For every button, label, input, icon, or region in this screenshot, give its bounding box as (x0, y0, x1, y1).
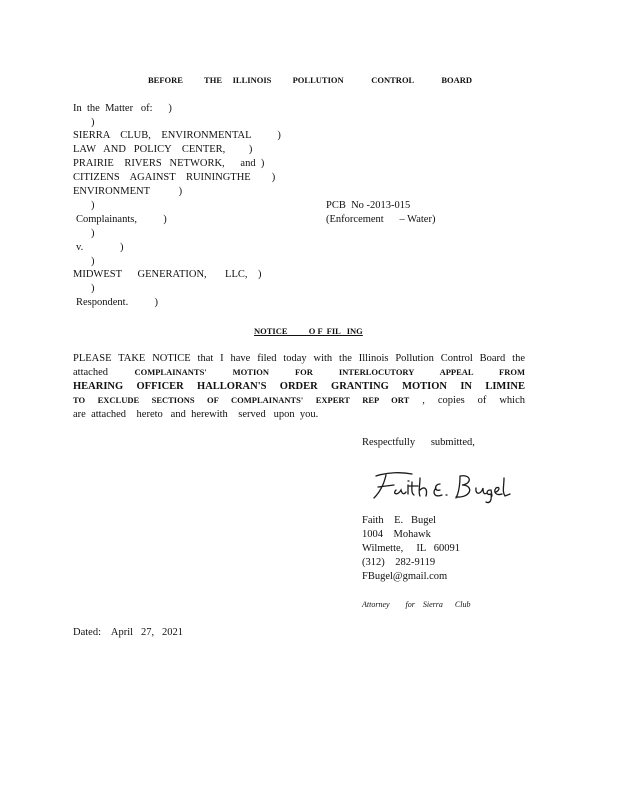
complainant-name-line: CITIZENS AGAINST RUININGTHE ) (73, 172, 276, 183)
caption-paren: ) (91, 117, 95, 128)
caption-paren: ) (91, 228, 95, 239)
handwritten-signature (368, 468, 528, 504)
complainant-name-line: LAW AND POLICY CENTER, ) (73, 144, 253, 155)
notice-body-line: HEARING OFFICER HALLORAN'S ORDER GRANTING MOTION IN LIMINE (73, 381, 525, 392)
attorney-street: 1004 Mohawk (362, 529, 431, 540)
complainant-name-line: ENVIRONMENT ) (73, 186, 183, 197)
caption-versus: v. ) (76, 242, 124, 253)
motion-title-text: TO EXCLUDE SECTIONS OF COMPLAINANTS' EXPERT REP ORT (73, 395, 410, 405)
notice-body-line (73, 394, 525, 407)
motion-title-text: COMPLAINANTS' MOTION FOR INTERLOCUTORY APPEAL FROM (134, 367, 526, 377)
caption-paren: ) (91, 283, 95, 294)
notice-title: NOTICE O F FIL ING (254, 326, 363, 336)
caption-in-the-matter: In the Matter of: ) (73, 103, 172, 114)
dated-line: Dated: April 27, 2021 (73, 627, 183, 638)
caption-paren: ) (91, 256, 95, 267)
respondent-name-line: MIDWEST GENERATION, LLC, ) (73, 269, 262, 280)
attorney-role: Attorney for Sierra Club (362, 600, 471, 609)
caption-paren: ) (91, 200, 95, 211)
caption-complainants-label: Complainants, ) (76, 214, 167, 225)
notice-body-line (73, 366, 525, 379)
notice-body-line: are attached hereto and herewith served upon you. (73, 409, 319, 420)
case-type: (Enforcement – Water) (326, 214, 436, 225)
closing-text: Respectfully submitted, (362, 437, 475, 448)
notice-body-text: attached (73, 367, 108, 378)
complainant-name-line: SIERRA CLUB, ENVIRONMENTAL ) (73, 130, 281, 141)
attorney-name: Faith E. Bugel (362, 515, 437, 526)
notice-body-text: , copies of which (422, 395, 526, 406)
case-number: PCB No -2013-015 (326, 200, 411, 211)
attorney-email: FBugel@gmail.com (362, 571, 448, 582)
attorney-phone: (312) 282-9119 (362, 557, 436, 568)
attorney-city: Wilmette, IL 60091 (362, 543, 461, 554)
notice-body-line: PLEASE TAKE NOTICE that I have filed today with the Illinois Pollution Control Board the (73, 353, 525, 364)
complainant-name-line: PRAIRIE RIVERS NETWORK, and ) (73, 158, 265, 169)
board-heading: BEFORE THE ILLINOIS POLLUTION CONTROL BOARD (148, 75, 473, 85)
caption-respondent-label: Respondent. ) (76, 297, 158, 308)
